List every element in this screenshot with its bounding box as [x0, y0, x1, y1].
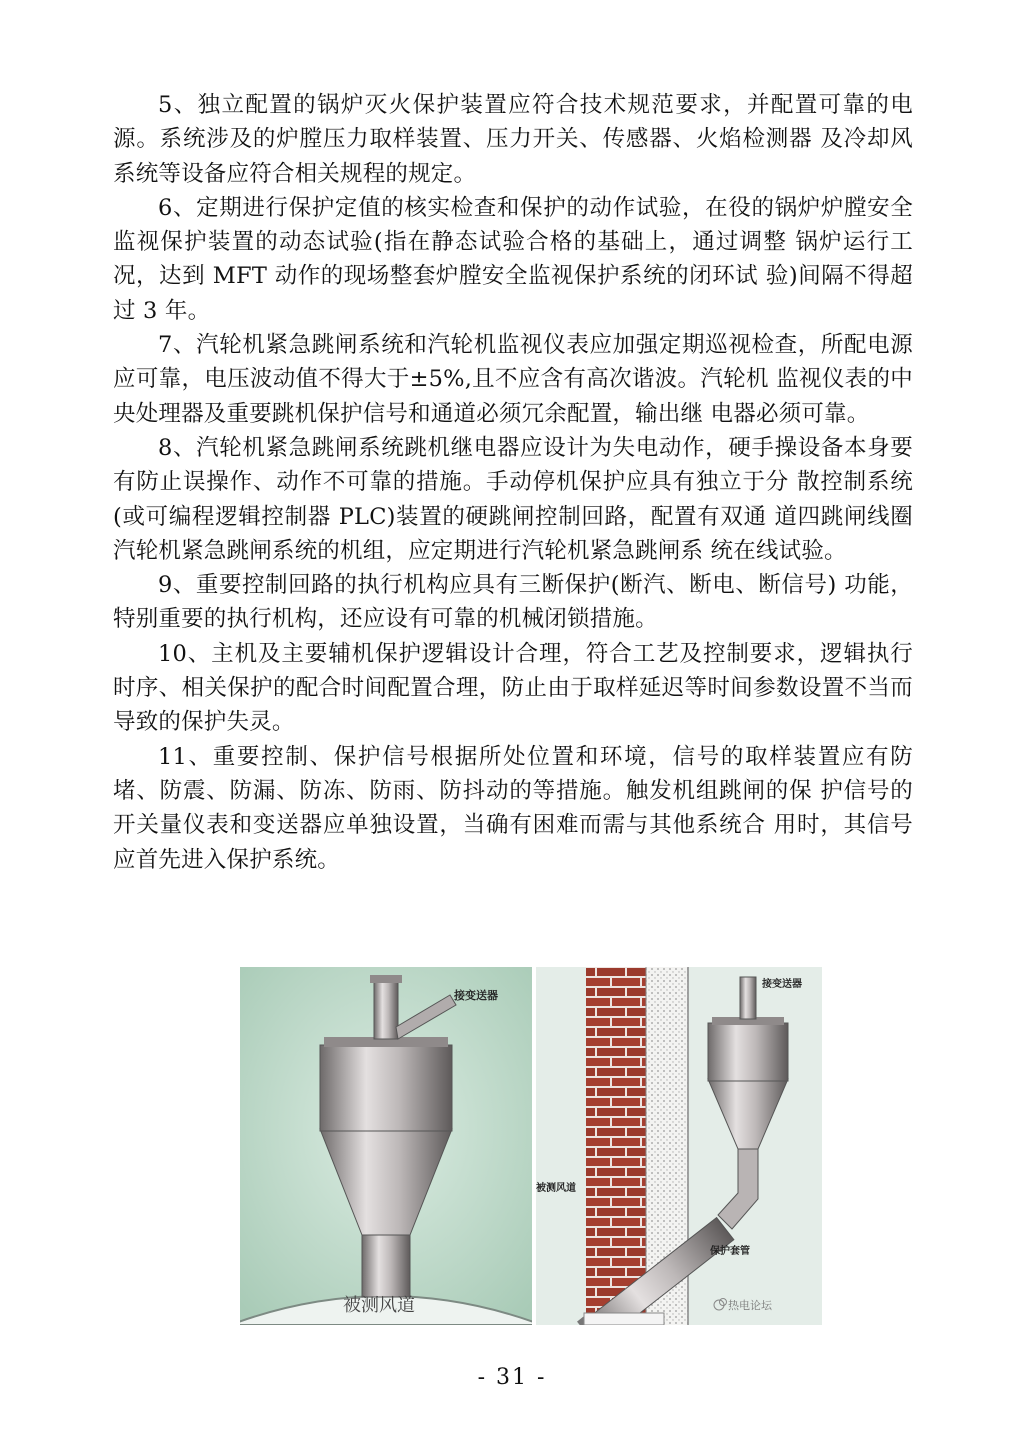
right-labels-layer: [536, 967, 822, 1325]
paragraph-9: 9、重要控制回路的执行机构应具有三断保护(断汽、断电、断信号) 功能，特别重要的执行机构，还应设有可靠的机械闭锁措施。: [113, 572, 913, 633]
paragraph-8: 8、汽轮机紧急跳闸系统跳机继电器应设计为失电动作，硬手操设备本身要有防止误操作、动作不可靠的措施。手动停机保护应具有独立于分 散控制系统(或可编程逻辑控制器 PLC)装置的硬跳闸控制回路，配置有双通 道四跳闸线圈汽轮机紧急跳闸系统的机组，应定期进行汽轮机紧急跳闸系 统在线试验。: [113, 434, 913, 564]
watermark-text: 热电论坛: [728, 1299, 772, 1312]
protective-sleeve-label: 保护套管: [710, 1246, 750, 1257]
paragraph-11: 11、重要控制、保护信号根据所处位置和环境，信号的取样装置应有防堵、防震、防漏、防冻、防雨、防抖动的等措施。触发机组跳闸的保 护信号的开关量仪表和变送器应单独设置，当确有困难而需与其他系统合 用时，其信号应首先进入保护系统。: [113, 743, 913, 873]
paragraph-10: 10、主机及主要辅机保护逻辑设计合理，符合工艺及控制要求，逻辑执行时序、相关保护的配合时间配置合理，防止由于取样延迟等时间参数设置不当而导致的保护失灵。: [113, 640, 913, 736]
watermark-wechat-icon: [714, 1299, 727, 1311]
right-duct-label: 被测风道: [536, 1183, 576, 1194]
paragraph-7: 7、汽轮机紧急跳闸系统和汽轮机监视仪表应加强定期巡视检查，所配电源应可靠，电压波动值不得大于±5%,且不应含有高次谐波。汽轮机 监视仪表的中央处理器及重要跳机保护信号和通道必须冗余配置，输出继 电器必须可靠。: [113, 332, 913, 427]
paragraph-6: 6、定期进行保护定值的核实检查和保护的动作试验，在役的锅炉炉膛安全监视保护装置的动态试验(指在静态试验合格的基础上，通过调整 锅炉运行工况，达到 MFT 动作的现场整套炉膛安全监视保护系统的闭环试 验)间隔不得超过 3 年。: [113, 194, 913, 324]
left-labels-layer: [240, 967, 532, 1325]
left-duct-label: 被测风道: [343, 1295, 415, 1316]
page-number: - 31 -: [477, 1365, 547, 1390]
sampling-device-figure: [240, 967, 822, 1325]
body-text: [113, 88, 913, 877]
left-transmitter-label: 接变送器: [454, 989, 498, 1002]
paragraph-5: 5、独立配置的锅炉灭火保护装置应符合技术规范要求，并配置可靠的电源。系统涉及的炉膛压力取样装置、压力开关、传感器、火焰检测器 及冷却风系统等设备应符合相关规程的规定。: [113, 92, 913, 187]
figure-right-panel: [536, 967, 822, 1325]
figure-left-panel: [240, 967, 532, 1325]
right-transmitter-label: 接变送器: [762, 979, 802, 990]
